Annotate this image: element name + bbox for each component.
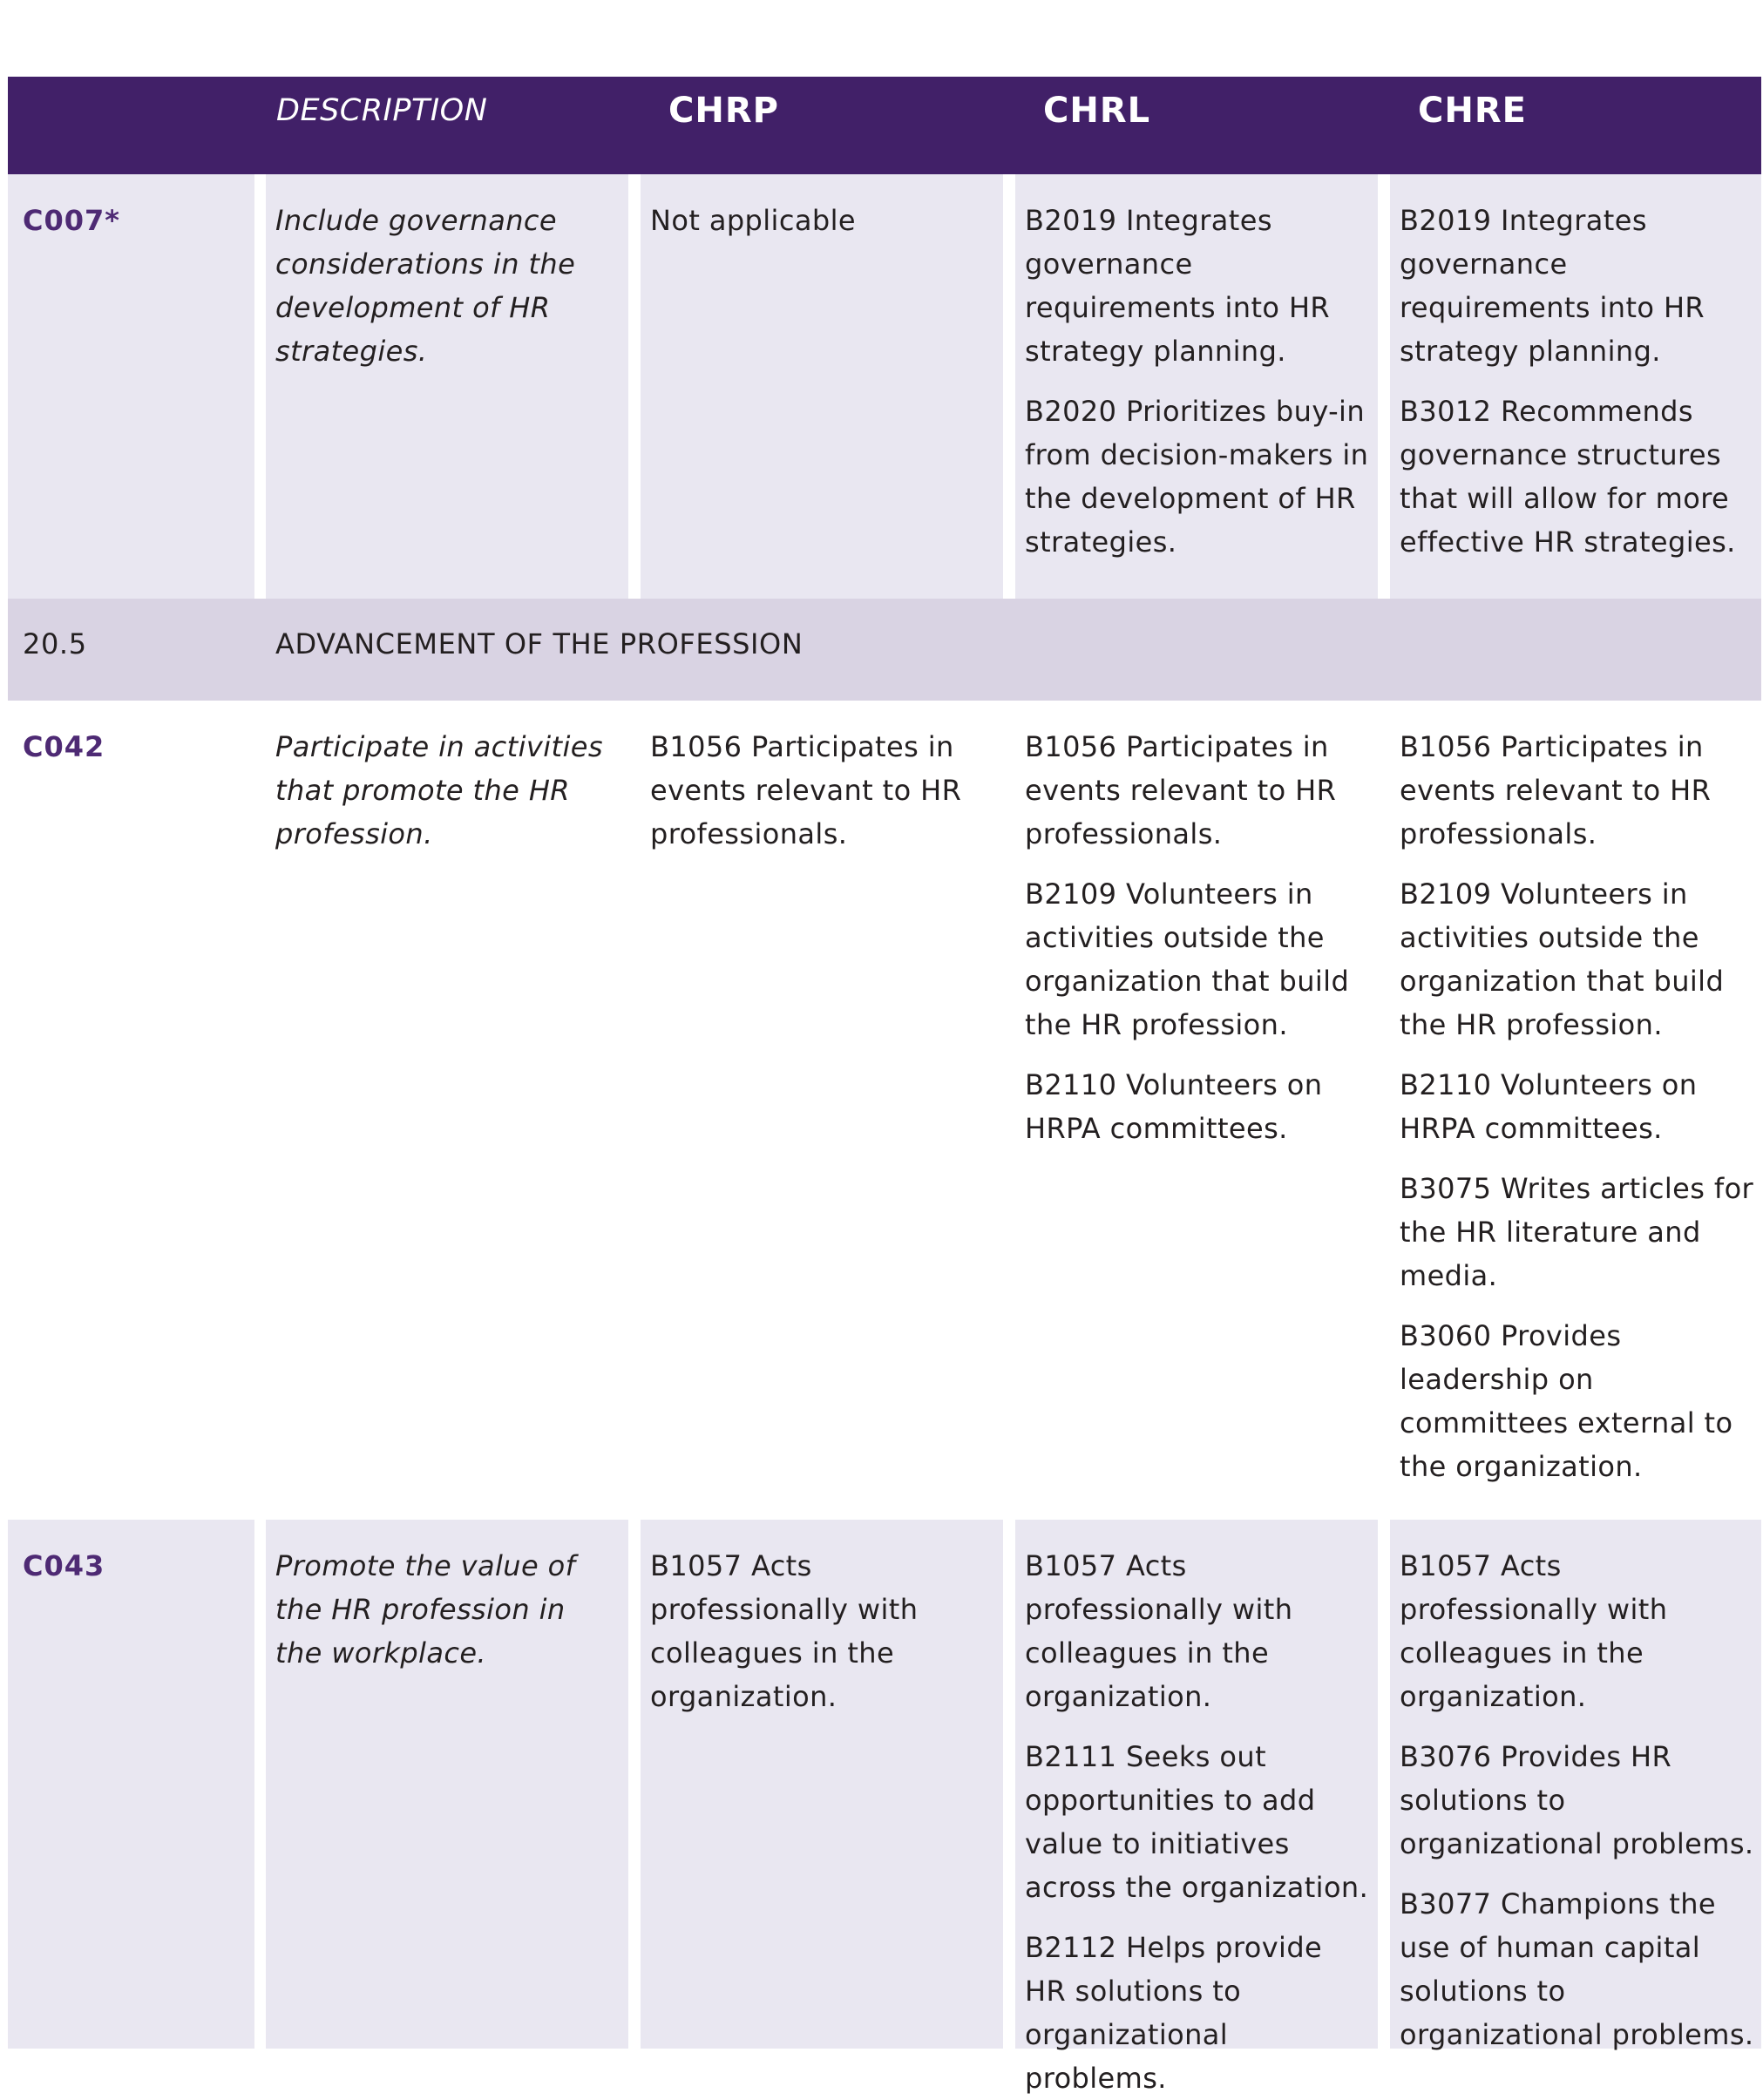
list-item: B1056 Participates in events relevant to HR professionals.: [1025, 730, 1337, 850]
description-cell: [266, 1520, 628, 2049]
table-row: [8, 174, 1761, 599]
competency-description: Participate in activities that promote the HR profession.: [275, 730, 603, 850]
list-item: B2110 Volunteers on HRPA committees.: [1400, 1068, 1698, 1145]
chrl-cell: [1015, 174, 1378, 599]
chrl-cell: [1015, 1520, 1378, 2095]
list-item: B1056 Participates in events relevant to HR professionals.: [650, 730, 962, 850]
list-item: B3060 Provides leadership on committees external to the organization.: [1400, 1319, 1733, 1483]
list-item: B1057 Acts professionally with colleagues in the organization.: [1025, 1549, 1293, 1713]
list-item: B3075 Writes articles for the HR literature and media.: [1400, 1172, 1754, 1292]
list-item: B3012 Recommends governance structures that will allow for more effective HR strategies.: [1400, 395, 1736, 559]
list-item: B3077 Champions the use of human capital solutions to organizational problems.: [1400, 1887, 1754, 2051]
chrp-cell: [641, 174, 1003, 599]
competency-code-cell: [8, 174, 254, 599]
chre-cell: [1390, 701, 1761, 1520]
section-number: 20.5: [23, 627, 87, 660]
chrp-cell: [641, 701, 1003, 1520]
table-row: [8, 701, 1761, 1520]
list-item: B2112 Helps provide HR solutions to organizational problems.: [1025, 1931, 1323, 2095]
list-item: B2019 Integrates governance requirements into HR strategy planning.: [1400, 204, 1705, 368]
list-item: B2019 Integrates governance requirements into HR strategy planning.: [1025, 204, 1331, 368]
list-item: B1056 Participates in events relevant to HR professionals.: [1400, 730, 1712, 850]
list-item: B1057 Acts professionally with colleagues in the organization.: [650, 1549, 919, 1713]
header-chrl: CHRL: [1043, 91, 1151, 131]
chre-cell: [1390, 1520, 1761, 2049]
header-chre: CHRE: [1418, 91, 1527, 131]
chre-cell: [1390, 174, 1761, 599]
description-cell: [266, 174, 628, 599]
competency-code-cell: [8, 1520, 254, 2049]
list-item: B2110 Volunteers on HRPA committees.: [1025, 1068, 1323, 1145]
table-row: [8, 1520, 1761, 2095]
list-item: B2020 Prioritizes buy-in from decision-makers in the development of HR strategies.: [1025, 395, 1369, 559]
competency-table: [8, 77, 1761, 2095]
header-description: DESCRIPTION: [276, 93, 488, 128]
list-item: Not applicable: [650, 204, 856, 237]
competency-code: C043: [23, 1549, 105, 1582]
competency-code-cell: [8, 701, 254, 1520]
section-header: [8, 599, 1761, 701]
list-item: B3076 Provides HR solutions to organizational problems.: [1400, 1740, 1754, 1860]
list-item: B2109 Volunteers in activities outside the organization that build the HR profession.: [1400, 877, 1725, 1041]
competency-description: Promote the value of the HR profession in the workplace.: [275, 1549, 576, 1670]
list-item: B1057 Acts professionally with colleagues in the organization.: [1400, 1549, 1668, 1713]
list-item: B2109 Volunteers in activities outside the organization that build the HR profession.: [1025, 877, 1350, 1041]
table-header: [8, 77, 1761, 174]
competency-code: C042: [23, 730, 105, 763]
header-chrp: CHRP: [668, 91, 779, 131]
competency-description: Include governance considerations in the development of HR strategies.: [275, 204, 576, 368]
list-item: B2111 Seeks out opportunities to add value to initiatives across the organization.: [1025, 1740, 1369, 1904]
description-cell: [266, 701, 628, 1520]
competency-code: C007*: [23, 204, 121, 237]
chrl-cell: [1015, 701, 1378, 1520]
section-title: ADVANCEMENT OF THE PROFESSION: [275, 627, 804, 660]
chrp-cell: [641, 1520, 1003, 2049]
